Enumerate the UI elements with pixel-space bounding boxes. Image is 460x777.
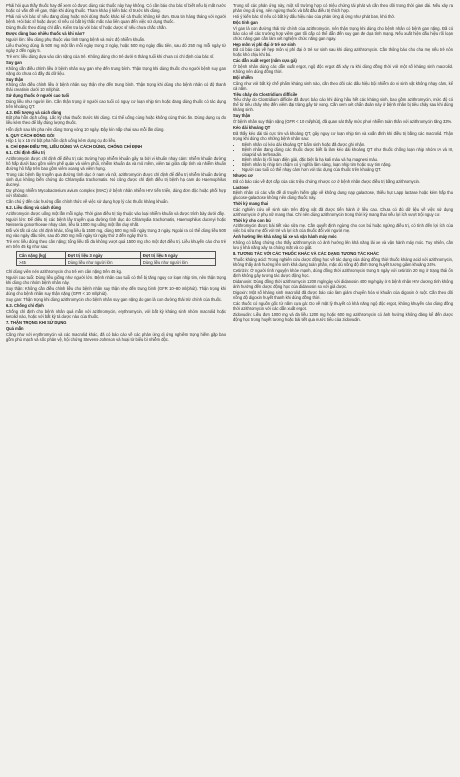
table-header-cell: Đợt trị liệu 5 ngày bbox=[140, 252, 215, 259]
section-paragraph: Cũng như với erythromycin và các macrolid khác, đã có báo cáo về các phản ứng dị ứng nghiêm trọng hiếm gặp bao gồm phù mạch và sốc phản vệ, hội chứng Stevens-Johnson và hoại tử biểu bì nhiễm độc. bbox=[6, 331, 226, 342]
table-header-cell: Đợt trị liệu 3 ngày bbox=[65, 252, 140, 259]
section-paragraph: Người cao tuổi: Dùng liều giống như người lớn. Bệnh nhân cao tuổi có thể bị tăng nguy cơ loạn nhịp tim, nên thận trọng khi dùng cho nhóm bệnh nhân này. bbox=[6, 275, 226, 286]
section-paragraph: Chống chỉ định cho bệnh nhân quá mẫn với azithromycin, erythromycin, với bất kỳ kháng sinh nhóm macrolid hoặc ketolid nào, hoặc với bất kỳ tá dược nào của thuốc. bbox=[6, 308, 226, 320]
section-paragraph: Trong các bệnh lây truyền qua đường tình dục ở nam và nữ, azithromycin được chỉ định để điều trị nhiễm khuẩn đường sinh dục không biến chứng do Chlamydia trachomatis. Nó cũng được chỉ định điều trị bệnh hạ cam do Haemophilus ducreyi. bbox=[6, 171, 226, 187]
section-paragraph: Đã có báo cáo về hẹp môn vị phì đại ở trẻ sơ sinh sau khi dùng azithromycin. Cần thông báo cho cha mẹ nếu trẻ nôn hoặc khó chịu khi bú. bbox=[233, 47, 453, 58]
section-heading: Thời kỳ cho con bú bbox=[233, 217, 271, 223]
section-paragraph: Hộp 1 lọ x 15 ml bột pha hỗn dịch uống kèm dụng cụ đo liều. bbox=[6, 138, 117, 144]
section-paragraph: Trong số các phản ứng này, một số trường hợp có triệu chứng tái phát và cần theo dõi trong thời gian dài. Nếu xảy ra phản ứng dị ứng, nên ngừng thuốc và bắt đầu điều trị thích hợp. bbox=[233, 3, 453, 14]
section-heading: Suy thận bbox=[233, 113, 251, 119]
section-paragraph: Đối với tất cả các chỉ định khác, tổng liều là 1500 mg, dùng 500 mg mỗi ngày trong 3 ngày. Ngoài ra có thể dùng liều 500 mg vào ngày đầu tiên, sau đó 250 mg mỗi ngày từ ngày thứ 2 đến ngày thứ 5. bbox=[6, 227, 226, 238]
intro-paragraph: Dùng thuốc theo đúng chỉ dẫn. Kiểm tra lại với bác sĩ hoặc dược sĩ nếu chưa chắc chắn. bbox=[6, 25, 167, 31]
table-cell: >45 bbox=[17, 259, 66, 266]
section-heading: 6.2. Liều dùng và cách dùng bbox=[6, 205, 61, 211]
bullet-item: • Người cao tuổi có thể nhạy cảm hơn với tác dụng của thuốc trên khoảng QT. bbox=[242, 167, 453, 172]
section-heading: Sử dụng thuốc ở người cao tuổi bbox=[6, 93, 70, 99]
section-paragraph: Hỗn dịch sau khi pha nên dùng trong vòng 10 ngày. Đậy kín nắp chai sau mỗi lần dùng. bbox=[6, 126, 165, 132]
section-paragraph: Azithromycin được bài tiết vào sữa mẹ. Cần quyết định ngừng cho con bú hoặc ngừng điều trị, có tính đến lợi ích của việc bú sữa mẹ đối với trẻ và lợi ích của thuốc đối với người mẹ. bbox=[233, 223, 453, 234]
table-cell: Dùng liều như người lớn bbox=[140, 259, 215, 266]
table-cell: Dùng liều như người lớn bbox=[65, 259, 140, 266]
section-paragraph: Không cần điều chỉnh liều ở bệnh nhân suy gan nhẹ đến trung bình. Thận trọng khi dùng thuốc cho người bệnh suy gan nặng do chưa có đầy đủ dữ liệu. bbox=[6, 65, 226, 76]
section-heading: Các dẫn xuất ergot (nấm cựa gà) bbox=[233, 58, 297, 64]
intro-paragraph: Phải nói với bác sĩ nếu đang dùng hoặc mới dùng thuốc khác kể cả thuốc không kê đơn. Đưa tin hàng tháng với người bệnh. Hỏi bác sĩ hoặc dược sĩ nếu có bất kỳ thắc mắc nào liên quan đến việc sử dụng thuốc. bbox=[6, 14, 226, 25]
section-heading: Thời kỳ mang thai bbox=[233, 201, 269, 207]
section-paragraph: Thuốc kháng acid: Trong nghiên cứu dược động học về tác dụng của dùng đồng thời thuốc kháng acid với azithromycin, không thấy ảnh hưởng lên sinh khả dụng toàn phần, mặc dù nồng độ đỉnh trong huyết tương giảm khoảng 24%. bbox=[233, 256, 453, 267]
section-paragraph: Bệnh nhân có các vấn đề di truyền hiếm gặp về không dung nạp galactose, thiếu hụt Lapp lactase hoặc kém hấp thu glucose-galactose không nên dùng thuốc này. bbox=[233, 190, 453, 201]
section-heading: 6.1. Chỉ định điều trị bbox=[6, 150, 46, 156]
section-heading: 4.3. Đối tượng và cách dùng bbox=[6, 109, 62, 115]
section-heading: Tiêu chảy do Clostridium difficile bbox=[233, 91, 298, 97]
section-paragraph: Suy thận: Không cần điều chỉnh liều cho bệnh nhân suy thận nhẹ đến trung bình (GFR 10–80 ml/phút). Thận trọng khi dùng cho bệnh nhân suy thận nặng (GFR < 10 ml/phút). bbox=[6, 286, 226, 297]
section-paragraph: Didanosin: Dùng đồng thời azithromycin 1200 mg/ngày với didanosin 400 mg/ngày ở 6 bệnh nhân HIV dương tính không ảnh hưởng đến dược động học của didanosin so với giả dược. bbox=[233, 278, 453, 289]
bullet-item: • Bệnh nhân đang dùng các thuốc được biết là làm kéo dài khoảng QT như thuốc chống loạn nhịp nhóm IA và III, cisaprid và terfenadin. bbox=[242, 147, 453, 157]
section-paragraph: Trẻ em: liều dùng theo cân nặng; tổng liều tối đa không vượt quá 1500 mg cho một đợt điều trị. Liều khuyến cáo cho trẻ em trên 45 kg như sau: bbox=[6, 238, 226, 250]
section-heading: Quá mẫn bbox=[6, 326, 24, 332]
section-paragraph: Cetirizin: Ở người tình nguyện khỏe mạnh, dùng đồng thời azithromycin trong 5 ngày với cetirizin 20 mg ở trạng thái ổn định không gây tương tác dược động học. bbox=[233, 267, 453, 278]
intro-paragraph: Phải hỏi qua thầy thuốc hay để xem có được dùng các thuốc này hay không. Có cần báo cho bác sĩ biết nếu bị mất nước hoặc có vấn đề về gan, thận khi dùng thuốc. Tham khảo ý kiến bác sĩ trước khi dùng. bbox=[6, 3, 226, 14]
section-paragraph: Dùng liều như người lớn. Cần thận trọng ở người cao tuổi có nguy cơ loạn nhịp tim hoặc đang dùng thuốc có tác dụng trên khoảng QT. bbox=[6, 98, 226, 109]
section-paragraph: Chỉ dùng viên nén azithromycin cho trẻ em cân nặng trên 45 kg. bbox=[6, 269, 123, 275]
section-heading: Ảnh hưởng lên khả năng lái xe và vận hành máy móc bbox=[233, 234, 337, 240]
left-column bbox=[6, 3, 226, 773]
section-paragraph: Liều thường dùng là 500 mg một lần mỗi ngày trong 3 ngày, hoặc 500 mg ngày đầu tiên, sau đó 250 mg mỗi ngày từ ngày 2 đến ngày 5. bbox=[6, 42, 226, 53]
section-paragraph: Bột pha hỗn dịch uống. Lắc kỹ chai thuốc trước khi dùng. Có thể uống cùng hoặc không cùng thức ăn. Dùng dụng cụ đo liều kèm theo để lấy đúng lượng thuốc. bbox=[6, 115, 226, 126]
section-heading: 5. QUY CÁCH ĐÓNG GÓI bbox=[6, 132, 55, 138]
section-paragraph: Suy gan: Thận trọng khi dùng azithromycin cho bệnh nhân suy gan nặng do gan là con đường thải trừ chính của thuốc. bbox=[6, 297, 223, 303]
section-heading: Suy gan bbox=[6, 59, 22, 65]
section-heading: 7. THẬN TRỌNG KHI SỬ DỤNG bbox=[6, 320, 67, 326]
section-heading: Bội nhiễm bbox=[233, 75, 253, 81]
section-heading: 6.3. Chống chỉ định bbox=[6, 303, 44, 309]
section-heading: 6. CHỈ ĐỊNH ĐIỀU TRỊ, LIỀU DÙNG VÀ CÁCH DÙNG, CHỐNG CHỈ ĐỊNH bbox=[6, 144, 143, 150]
section-paragraph: Digoxin: Một số kháng sinh macrolid đã được báo cáo làm giảm chuyển hóa vi khuẩn của digoxin ở ruột. Cần theo dõi nồng độ digoxin huyết thanh khi dùng đồng thời. bbox=[233, 289, 453, 300]
section-paragraph: Các thuốc có nguồn gốc từ nấm cựa gà: Do về mặt lý thuyết có khả năng ngộ độc ergot, không khuyến cáo dùng đồng thời azithromycin với các dẫn xuất ergot. bbox=[233, 301, 453, 312]
section-heading: 8. TƯƠNG TÁC VỚI CÁC THUỐC KHÁC VÀ CÁC DẠNG TƯƠNG TÁC KHÁC bbox=[233, 251, 379, 257]
section-paragraph: Hỏi ý kiến bác sĩ nếu có bất kỳ dấu hiệu nào của phản ứng dị ứng như phát ban, khó thở. bbox=[233, 14, 396, 20]
dose-table bbox=[16, 251, 216, 266]
section-heading: Hẹp môn vị phì đại ở trẻ sơ sinh bbox=[233, 41, 296, 47]
section-heading: Lactose bbox=[233, 184, 249, 190]
section-paragraph: Zidovudin: Liều đơn 1000 mg và đa liều 1200 mg hoặc 600 mg azithromycin có ảnh hưởng không đáng kể đến dược động học trong huyết tương hoặc bài tiết qua nước tiểu của zidovudin. bbox=[233, 312, 453, 323]
table-row bbox=[17, 259, 216, 266]
bullet-item: • Bệnh nhân bị rối loạn điện giải, đặc biệt là hạ kali máu và hạ magnesi máu. bbox=[242, 157, 453, 162]
section-paragraph: Azithromycin được chỉ định để điều trị các trường hợp nhiễm khuẩn gây ra bởi vi khuẩn nhạy cảm: nhiễm khuẩn đường hô hấp dưới bao gồm viêm phế quản và viêm phổi, nhiễm khuẩn da và mô mềm, viêm tai giữa cấp tính và nhiễm khuẩn đường hô hấp trên bao gồm viêm xoang và viêm họng. bbox=[6, 155, 226, 171]
section-paragraph: Ở bệnh nhân dùng các dẫn xuất ergot, ngộ độc ergot đã xảy ra khi dùng đồng thời với một số kháng sinh macrolid. Không nên dùng đồng thời. bbox=[233, 64, 453, 75]
section-paragraph: Không có bằng chứng cho thấy azithromycin có ảnh hưởng lên khả năng lái xe và vận hành máy móc. Tuy nhiên, cần lưu ý khả năng xảy ra chóng mặt và co giật. bbox=[233, 240, 453, 251]
section-paragraph: Người lớn: liều dùng phụ thuộc vào tình trạng bệnh và mức độ nhiễm khuẩn. bbox=[6, 36, 146, 42]
table-header-cell: Cân nặng (kg) bbox=[17, 252, 66, 259]
section-paragraph: Đã có báo cáo về đợt cấp của các triệu chứng nhược cơ ở bệnh nhân được điều trị bằng azithromycin. bbox=[233, 178, 421, 184]
section-paragraph: Trẻ em: liều dùng dựa vào cân nặng của trẻ. Không dùng cho trẻ dưới 6 tháng tuổi khi chưa có chỉ định của bác sĩ. bbox=[6, 53, 215, 59]
section-paragraph: Tiêu chảy do Clostridium difficile đã được báo cáo khi dùng hầu hết các kháng sinh, bao gồm azithromycin, mức độ có thể từ tiêu chảy nhẹ đến viêm đại tràng gây tử vong. Cần xem xét chẩn đoán này ở bệnh nhân bị tiêu chảy sau khi dùng kháng sinh. bbox=[233, 97, 453, 113]
section-paragraph: Không cần điều chỉnh liều ở bệnh nhân suy thận nhẹ đến trung bình. Thận trọng khi dùng cho bệnh nhân có độ thanh thải creatinin dưới 10 ml/phút. bbox=[6, 82, 226, 93]
section-paragraph: Người lớn: Để điều trị các bệnh lây truyền qua đường tình dục do Chlamydia trachomatis, Haemophilus ducreyi hoặc Neisseria gonorrhoeae nhạy cảm, liều là 1000 mg uống một lần duy nhất. bbox=[6, 216, 226, 227]
section-heading: Được dùng bao nhiêu thuốc và khi nào? bbox=[6, 31, 85, 37]
right-column bbox=[233, 3, 453, 773]
section-paragraph: Cũng như với bất kỳ chế phẩm kháng sinh nào, cần theo dõi các dấu hiệu bội nhiễm do vi sinh vật không nhạy cảm, kể cả nấm. bbox=[233, 80, 453, 91]
section-paragraph: Ở bệnh nhân suy thận nặng (GFR < 10 ml/phút), đã quan sát thấy mức phơi nhiễm toàn thân với azithromycin tăng 33%. bbox=[233, 118, 453, 124]
section-paragraph: Các nghiên cứu về sinh sản trên động vật đã được tiến hành ở liều cao. Chưa có đủ dữ liệu về việc sử dụng azithromycin ở phụ nữ mang thai. Chỉ nên dùng azithromycin trong thời kỳ mang thai nếu lợi ích vượt trội nguy cơ. bbox=[233, 206, 453, 217]
section-heading: Suy thận bbox=[6, 76, 24, 82]
section-paragraph: Dự phòng nhiễm Mycobacterium avium complex (MAC) ở bệnh nhân nhiễm HIV tiến triển, dùng đơn độc hoặc phối hợp với rifabutin. bbox=[6, 188, 226, 199]
section-heading: Độc tính gan bbox=[233, 20, 258, 26]
bullet-item: • Bệnh nhân bị nhịp tim chậm có ý nghĩa lâm sàng, loạn nhịp tim hoặc suy tim nặng. bbox=[242, 162, 453, 167]
section-paragraph: Azithromycin được uống một lần mỗi ngày. Thời gian điều trị tùy thuộc vào loại nhiễm khuẩn và được trình bày dưới đây. bbox=[6, 210, 225, 216]
section-paragraph: Cần chú ý đến các hướng dẫn chính thức về việc sử dụng hợp lý các thuốc kháng khuẩn. bbox=[6, 199, 169, 205]
section-paragraph: Vì gan là con đường thải trừ chính của azithromycin, nên thận trọng khi dùng cho bệnh nhân có bệnh gan nặng. Đã có báo cáo về các trường hợp viêm gan tối cấp có thể dẫn đến suy gan đe dọa tính mạng. Nếu xuất hiện dấu hiệu rối loạn chức năng gan cần làm xét nghiệm chức năng gan ngay. bbox=[233, 25, 453, 41]
section-heading: Kéo dài khoảng QT bbox=[233, 125, 271, 131]
section-heading: Nhược cơ bbox=[233, 172, 253, 178]
bullet-list bbox=[233, 142, 453, 172]
bullet-item: • Bệnh nhân có kéo dài khoảng QT bẩm sinh hoặc đã được ghi nhận. bbox=[242, 142, 453, 147]
section-paragraph: Đã thấy kéo dài tái cực tim và khoảng QT, gây nguy cơ loạn nhịp tim và xoắn đỉnh khi điều trị bằng các macrolid. Thận trọng khi dùng cho những bệnh nhân sau: bbox=[233, 130, 453, 141]
